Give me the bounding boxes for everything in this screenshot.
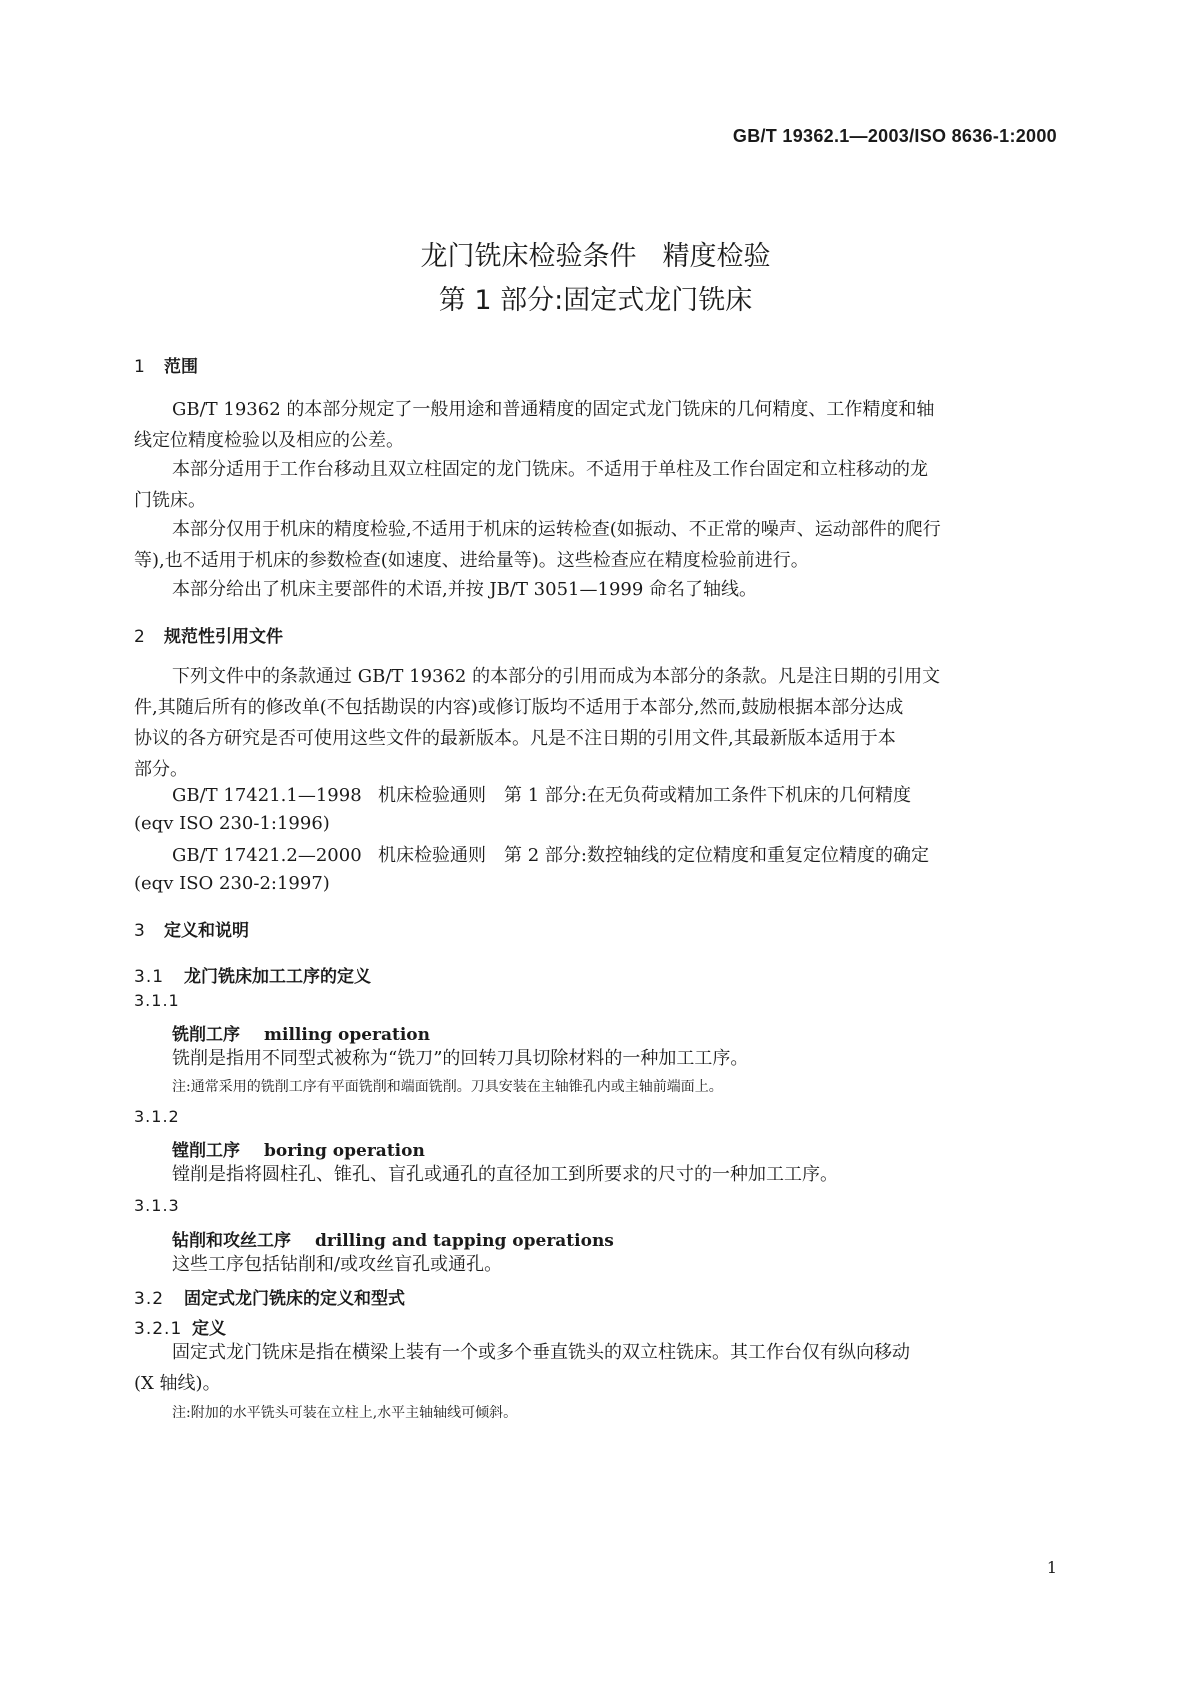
reference-title: 机床检验通则 第 2 部分:数控轴线的定位精度和重复定位精度的确定 (378, 845, 929, 866)
term-definition: 这些工序包括钻削和/或攻丝盲孔或通孔。 (172, 1254, 503, 1275)
section-title: 定义和说明 (164, 921, 249, 941)
text-line: 固定式龙门铣床是指在横梁上装有一个或多个垂直铣头的双立柱铣床。其工作台仅有纵向移动 (172, 1342, 910, 1363)
title-part-b: 精度检验 (662, 241, 771, 272)
term-chinese: 钻削和攻丝工序 (172, 1231, 291, 1251)
text-line: 线定位精度检验以及相应的公差。 (134, 430, 404, 451)
section-3-1-1-number: 3.1.1 (134, 991, 180, 1010)
term-milling-operation (172, 1020, 1191, 1045)
section-number: 1 (134, 357, 145, 377)
note: 注:附加的水平铣头可装在立柱上,水平主轴轴线可倾斜。 (172, 1405, 518, 1421)
text-line: 部分。 (134, 759, 188, 780)
section-1-paragraph-1 (134, 394, 1059, 456)
section-2-paragraph-1 (134, 661, 1059, 785)
term-english: milling operation (264, 1025, 431, 1045)
reference-code: GB/T 17421.2—2000 (172, 845, 362, 866)
normative-reference-2 (172, 840, 1062, 871)
section-1-paragraph-3 (134, 514, 1059, 576)
text-line: 门铣床。 (134, 490, 206, 511)
section-number: 3.2 (134, 1289, 165, 1309)
term-boring-operation (172, 1136, 1191, 1161)
text-line: 件,其随后所有的修改单(不包括勘误的内容)或修订版均不适用于本部分,然而,鼓励根据本部分达成 (134, 697, 904, 718)
section-3-1-3-number: 3.1.3 (134, 1196, 180, 1215)
term-chinese: 镗削工序 (172, 1141, 240, 1161)
section-3-2-1-paragraph (134, 1337, 1059, 1399)
section-number: 3 (134, 921, 145, 941)
section-3-2-heading (134, 1284, 1191, 1309)
section-title: 龙门铣床加工工序的定义 (184, 967, 371, 987)
normative-reference-2-equivalence: (eqv ISO 230-2:1997) (134, 873, 330, 894)
text-line: 本部分给出了机床主要部件的术语,并按 JB/T 3051—1999 命名了轴线。 (172, 579, 758, 600)
document-title-line2: 第 1 部分:固定式龙门铣床 (438, 285, 753, 316)
text-line: 协议的各方研究是否可使用这些文件的最新版本。凡是不注日期的引用文件,其最新版本适用于本 (134, 728, 896, 749)
section-title: 范围 (164, 357, 198, 377)
term-english: drilling and tapping operations (315, 1231, 614, 1251)
title-part-a: 龙门铣床检验条件 (420, 241, 637, 272)
text-line: 等),也不适用于机床的参数检查(如速度、进给量等)。这些检查应在精度检验前进行。 (134, 550, 809, 571)
reference-code: GB/T 17421.1—1998 (172, 785, 362, 806)
note: 注:通常采用的铣削工序有平面铣削和端面铣削。刀具安装在主轴锥孔内或主轴前端面上。 (172, 1079, 723, 1095)
section-number: 3.2.1 (134, 1319, 183, 1339)
section-1-paragraph-4 (134, 574, 1059, 605)
normative-reference-1-equivalence: (eqv ISO 230-1:1996) (134, 813, 330, 834)
normative-reference-1 (172, 780, 1062, 811)
page-number: 1 (1046, 1558, 1057, 1577)
reference-title: 机床检验通则 第 1 部分:在无负荷或精加工条件下机床的几何精度 (378, 785, 911, 806)
section-title: 固定式龙门铣床的定义和型式 (184, 1289, 405, 1309)
term-drilling-tapping (172, 1226, 1191, 1251)
term-definition: 铣削是指用不同型式被称为“铣刀”的回转刀具切除材料的一种加工工序。 (172, 1048, 749, 1069)
section-2-heading (134, 622, 1191, 647)
term-chinese: 铣削工序 (172, 1025, 240, 1045)
text-line: 本部分仅用于机床的精度检验,不适用于机床的运转检查(如振动、不正常的噪声、运动部件的爬行 (172, 519, 941, 540)
term-definition: 镗削是指将圆柱孔、锥孔、盲孔或通孔的直径加工到所要求的尺寸的一种加工工序。 (172, 1164, 838, 1185)
standard-code: GB/T 19362.1—2003/ISO 8636-1:2000 (732, 126, 1057, 146)
section-number: 3.1 (134, 967, 165, 987)
section-title: 规范性引用文件 (164, 627, 283, 647)
section-3-2-1-heading (134, 1314, 1191, 1339)
section-1-paragraph-2 (134, 454, 1059, 516)
section-title: 定义 (192, 1319, 226, 1339)
section-3-1-2-number: 3.1.2 (134, 1107, 180, 1126)
text-line: (X 轴线)。 (134, 1373, 221, 1394)
section-1-heading (134, 352, 1191, 377)
text-line: GB/T 19362 的本部分规定了一般用途和普通精度的固定式龙门铣床的几何精度、工作精度和轴 (172, 399, 935, 420)
document-title-line1 (0, 234, 1191, 273)
section-number: 2 (134, 627, 145, 647)
section-3-heading (134, 916, 1191, 941)
text-line: 下列文件中的条款通过 GB/T 19362 的本部分的引用而成为本部分的条款。凡是注日期的引用文 (172, 666, 941, 687)
term-english: boring operation (264, 1141, 425, 1161)
text-line: 本部分适用于工作台移动且双立柱固定的龙门铣床。不适用于单柱及工作台固定和立柱移动的龙 (172, 459, 928, 480)
section-3-1-heading (134, 962, 1191, 987)
